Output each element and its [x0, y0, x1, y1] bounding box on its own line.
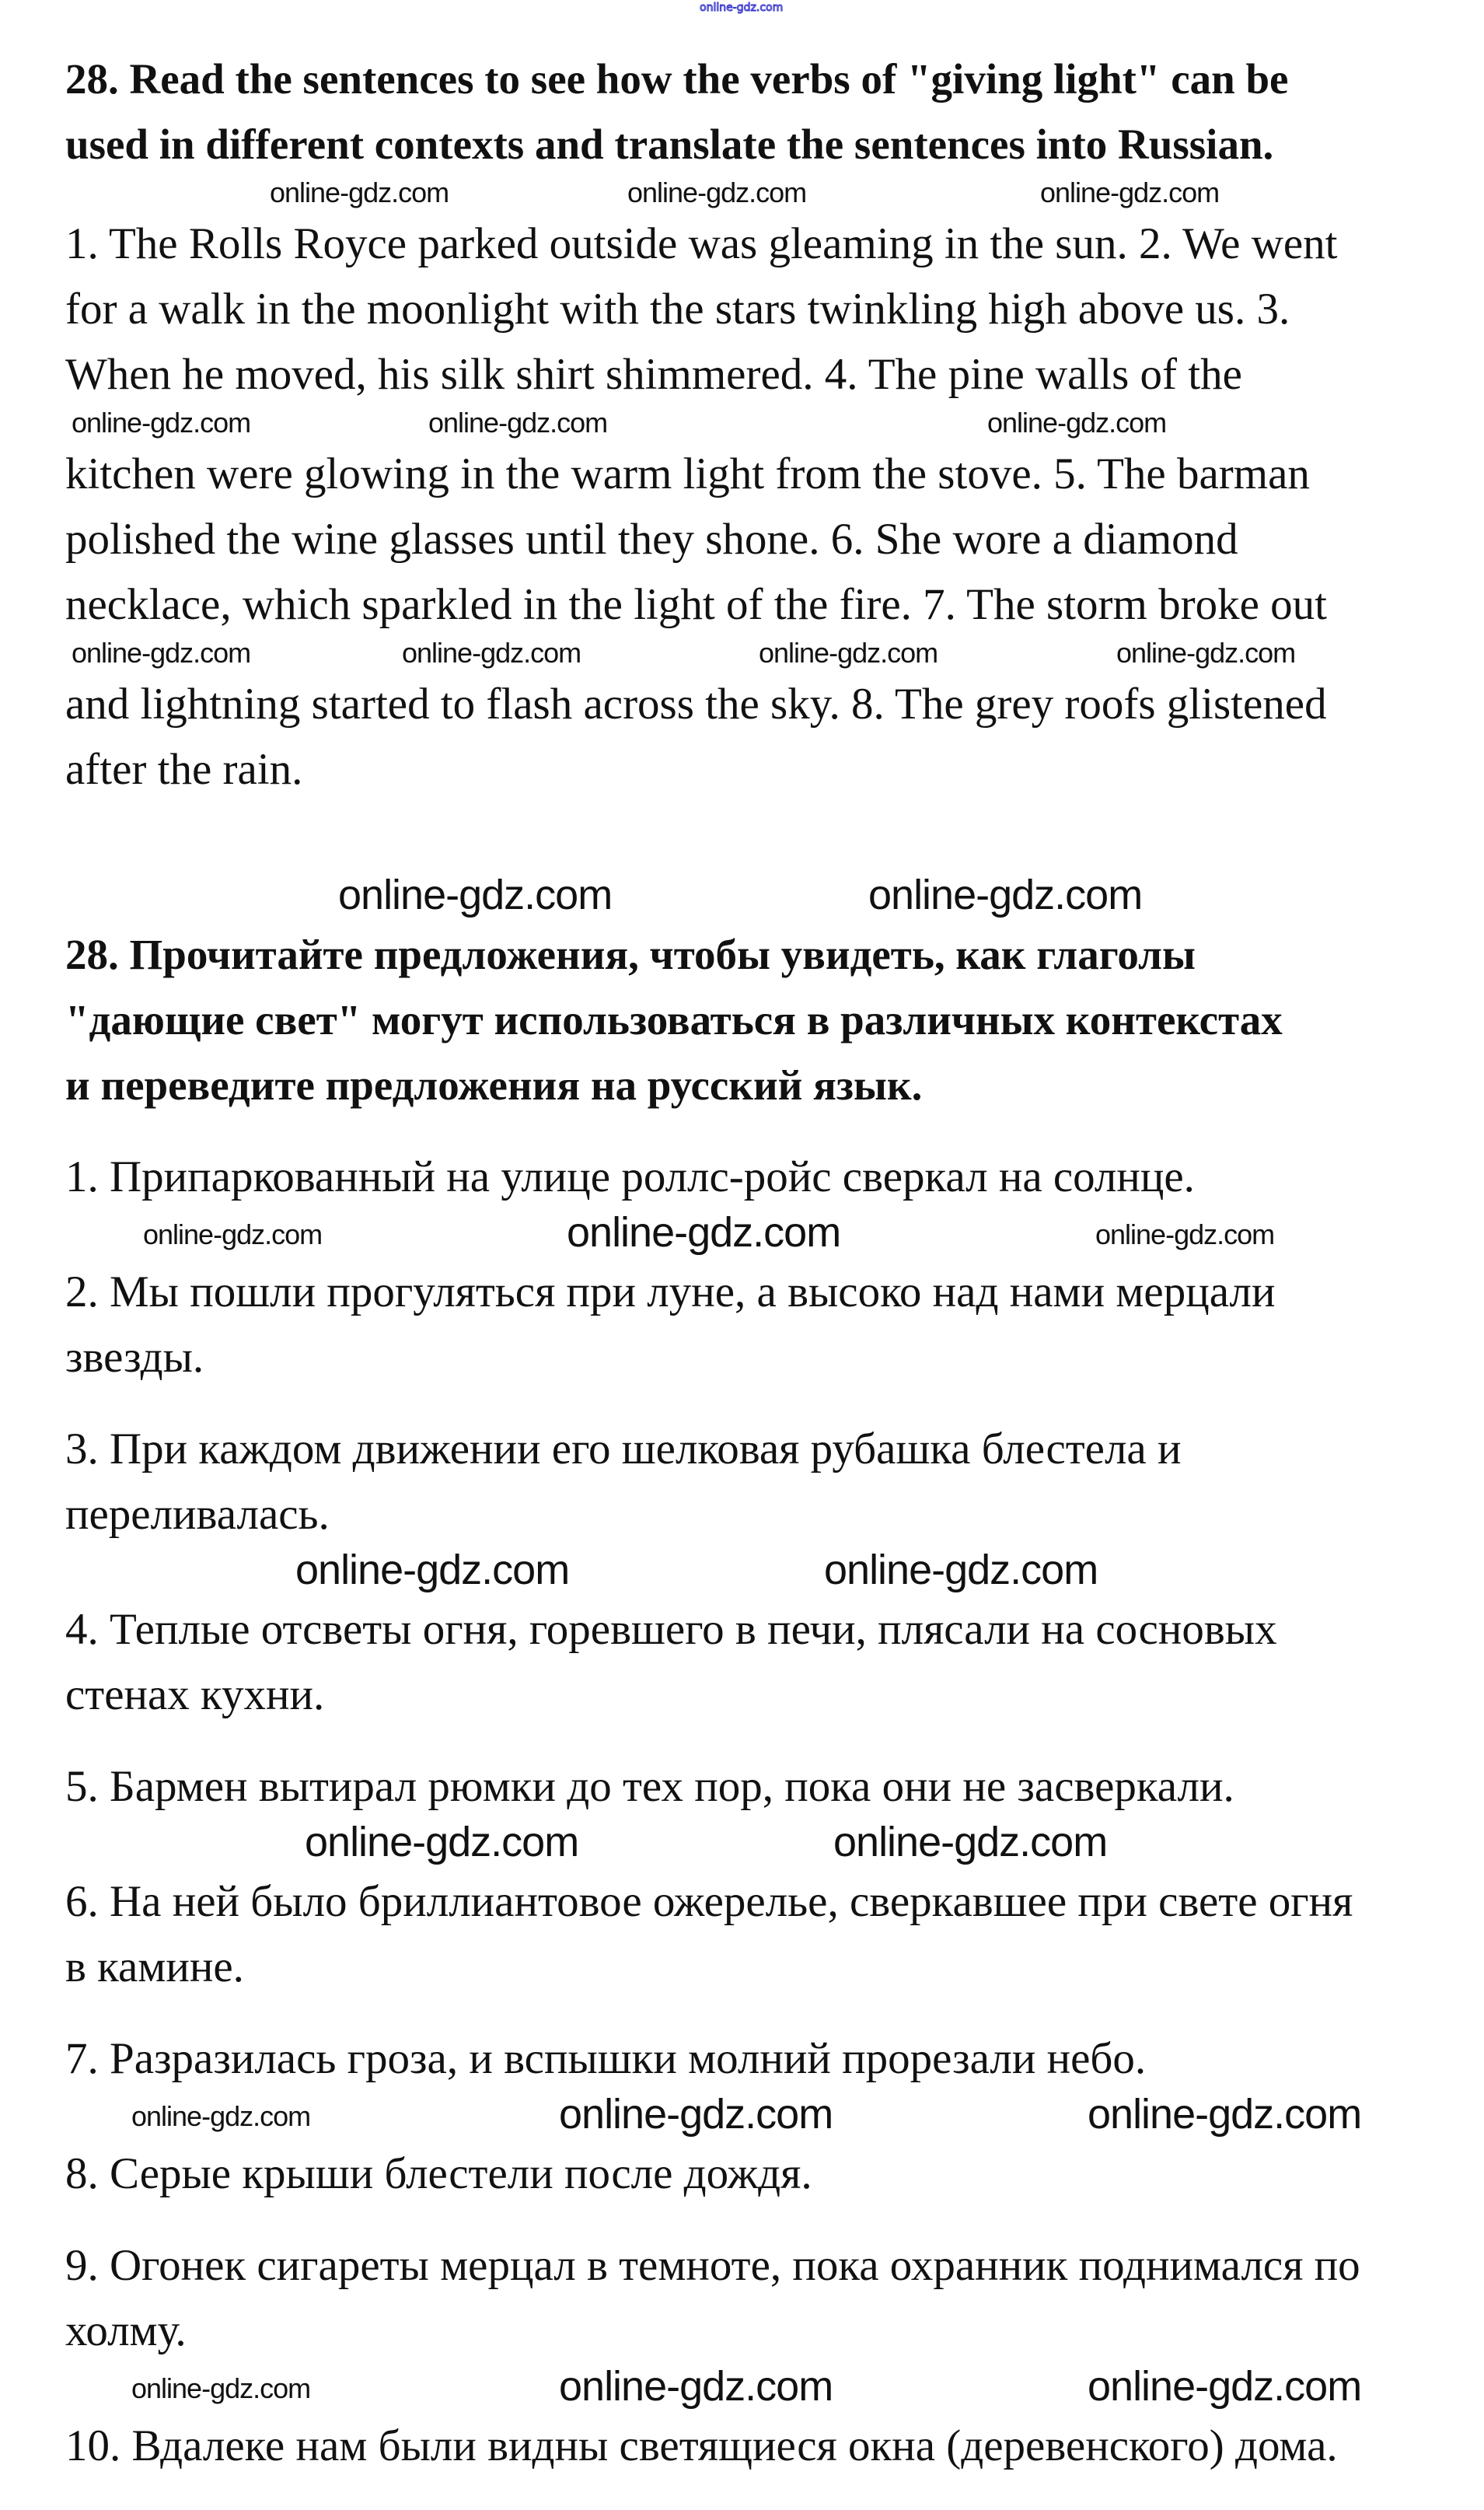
- watermark: online-gdz.com: [131, 2372, 311, 2404]
- translation-line: 5. Бармен вытирал рюмки до тех пор, пока они не засверкали.: [65, 1762, 1234, 1811]
- exercise-text-en-line: and lightning started to flash across the sky. 8. The grey roofs glistened: [65, 680, 1327, 729]
- watermark-row: [0, 1547, 1484, 1597]
- translation-line: 10. Вдалеке нам были видны светящиеся окна (деревенского) дома.: [65, 2421, 1338, 2470]
- watermark-row: [0, 638, 1484, 672]
- translation-line: холму.: [65, 2306, 187, 2355]
- translation-line: звезды.: [65, 1333, 204, 1382]
- watermark: online-gdz.com: [868, 872, 1143, 918]
- watermark-row: [0, 407, 1484, 442]
- watermark: online-gdz.com: [1040, 177, 1220, 208]
- exercise-title-en: used in different contexts and translate the sentences into Russian.: [65, 121, 1274, 168]
- watermark: online-gdz.com: [402, 637, 581, 669]
- watermark-row: [0, 872, 1484, 922]
- translation-line: 3. При каждом движении его шелковая рубашка блестела и: [65, 1425, 1182, 1473]
- watermark: online-gdz.com: [131, 2100, 311, 2132]
- watermark: online-gdz.com: [759, 637, 938, 669]
- exercise-text-en-line: after the rain.: [65, 745, 303, 794]
- translation-line: 7. Разразилась гроза, и вспышки молний прорезали небо.: [65, 2034, 1147, 2083]
- watermark: online-gdz.com: [72, 637, 251, 669]
- exercise-text-en-line: polished the wine glasses until they shone. 6. She wore a diamond: [65, 515, 1238, 564]
- translation-line: 9. Огонек сигареты мерцал в темноте, пока охранник поднимался по: [65, 2241, 1360, 2290]
- exercise-text-en-line: kitchen were glowing in the warm light from the stove. 5. The barman: [65, 449, 1310, 498]
- translation-line: 2. Мы пошли прогуляться при луне, а высоко над нами мерцали: [65, 1267, 1276, 1316]
- watermark: online-gdz.com: [295, 1547, 570, 1593]
- exercise-text-en-line: 1. The Rolls Royce parked outside was gleaming in the sun. 2. We went: [65, 219, 1338, 268]
- watermark: online-gdz.com: [1088, 2363, 1362, 2410]
- watermark: online-gdz.com: [305, 1819, 579, 1865]
- watermark: online-gdz.com: [270, 177, 449, 208]
- translation-line: стенах кухни.: [65, 1670, 325, 1719]
- translation-line: 8. Серые крыши блестели после дождя.: [65, 2149, 812, 2198]
- watermark: online-gdz.com: [824, 1547, 1098, 1593]
- watermark: online-gdz.com: [559, 2091, 833, 2138]
- site-header-watermark: online-gdz.com: [700, 2, 784, 14]
- watermark: online-gdz.com: [143, 1218, 323, 1250]
- exercise-text-en-line: necklace, which sparkled in the light of the fire. 7. The storm broke out: [65, 580, 1327, 629]
- exercise-text-en-line: for a walk in the moonlight with the stars twinkling high above us. 3.: [65, 285, 1290, 334]
- watermark-row: [0, 1210, 1484, 1260]
- watermark: online-gdz.com: [72, 407, 251, 439]
- exercise-title-en: 28. Read the sentences to see how the verbs of "giving light" can be: [65, 55, 1289, 103]
- watermark-row: [0, 1820, 1484, 1869]
- translation-line: в камине.: [65, 1942, 244, 1991]
- watermark: online-gdz.com: [1088, 2091, 1362, 2138]
- exercise-title-ru: и переведите предложения на русский язык.: [65, 1061, 923, 1109]
- translation-line: 6. На ней было бриллиантовое ожерелье, сверкавшее при свете огня: [65, 1877, 1353, 1926]
- watermark: online-gdz.com: [559, 2363, 833, 2410]
- watermark: online-gdz.com: [833, 1819, 1108, 1865]
- watermark: online-gdz.com: [627, 177, 807, 208]
- translation-line: переливалась.: [65, 1490, 330, 1539]
- watermark: online-gdz.com: [428, 407, 608, 439]
- translation-line: 1. Припаркованный на улице роллс-ройс сверкал на солнце.: [65, 1152, 1195, 1201]
- exercise-title-ru: "дающие свет" могут использоваться в различных контекстах: [65, 996, 1283, 1044]
- translation-line: 4. Теплые отсветы огня, горевшего в печи, плясали на сосновых: [65, 1605, 1277, 1654]
- watermark: online-gdz.com: [987, 407, 1167, 439]
- watermark: online-gdz.com: [1116, 637, 1296, 669]
- watermark-row: [0, 177, 1484, 211]
- exercise-text-en-line: When he moved, his silk shirt shimmered. 4. The pine walls of the: [65, 350, 1242, 399]
- watermark: online-gdz.com: [338, 872, 613, 918]
- watermark-row: [0, 2364, 1484, 2414]
- watermark: online-gdz.com: [567, 1209, 841, 1256]
- watermark: online-gdz.com: [1095, 1218, 1275, 1250]
- watermark-row: [0, 2092, 1484, 2141]
- exercise-title-ru: 28. Прочитайте предложения, чтобы увидеть, как глаголы: [65, 931, 1196, 978]
